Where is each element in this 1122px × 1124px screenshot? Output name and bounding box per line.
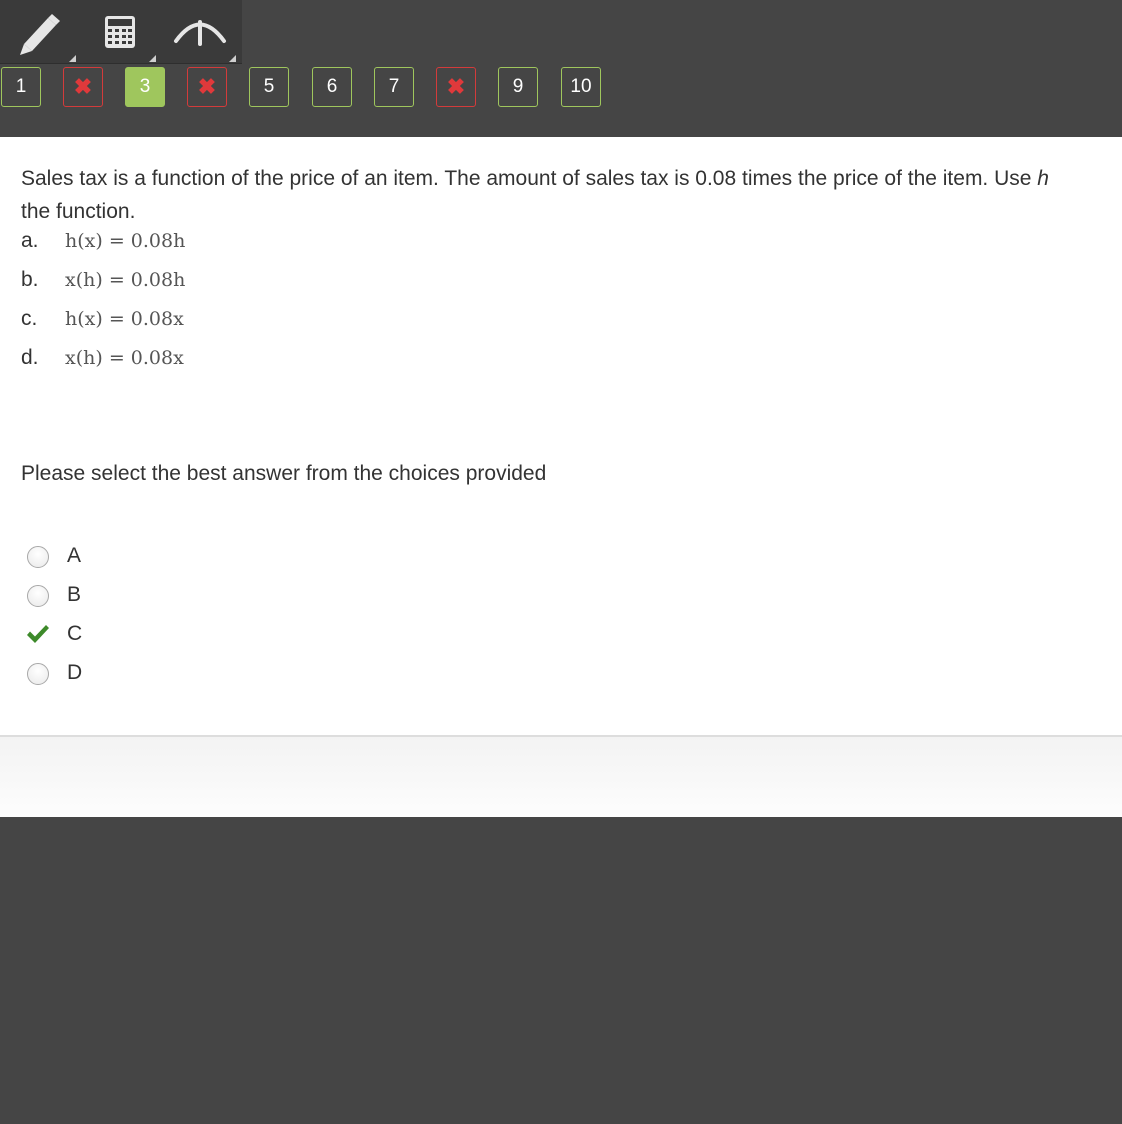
tool-menu-indicator [69, 55, 76, 62]
choice-b: b. x(h) = 0.08h [21, 268, 186, 291]
question-10-button[interactable]: 10 [561, 67, 601, 107]
question-variable: h [1037, 167, 1049, 190]
question-5-button[interactable]: 5 [249, 67, 289, 107]
incorrect-x-icon: ✖ [446, 74, 466, 99]
question-1-button[interactable]: 1 [1, 67, 41, 107]
question-3-button[interactable]: 3 [125, 67, 165, 107]
tool-menu-indicator [229, 55, 236, 62]
question-4-button[interactable] [187, 67, 227, 107]
question-2-button[interactable] [63, 67, 103, 107]
caret-icon [160, 0, 240, 63]
footer-bar [0, 735, 1122, 817]
choice-d-formula: x(h) = 0.08x [65, 347, 184, 369]
question-8-button[interactable] [436, 67, 476, 107]
choice-d: d. x(h) = 0.08x [21, 346, 184, 369]
incorrect-x-icon: ✖ [197, 74, 217, 99]
question-panel: Sales tax is a function of the price of an item. The amount of sales tax is 0.08 times the price of the item. Use h the function. a. h(x) = 0.08h b. x(h) = 0.08h c. h(x) = 0.08x d. x(h) = 0.08x Please select the best answer from the choices provided A B C D [0, 137, 1122, 735]
caret-tool-button[interactable] [160, 0, 240, 63]
checkmark-icon [26, 622, 50, 646]
choice-a: a. h(x) = 0.08h [21, 229, 186, 252]
tool-menu-indicator [149, 55, 156, 62]
question-7-button[interactable]: 7 [374, 67, 414, 107]
question-6-button[interactable]: 6 [312, 67, 352, 107]
top-toolbar [0, 0, 1122, 137]
question-text: Sales tax is a function of the price of an item. The amount of sales tax is 0.08 times the price of the item. Use h the function. [21, 167, 1049, 223]
calculator-tool-button[interactable] [80, 0, 160, 63]
calculator-icon [80, 0, 160, 63]
incorrect-x-icon: ✖ [73, 74, 93, 99]
radio-button[interactable] [27, 546, 49, 568]
radio-button[interactable] [27, 663, 49, 685]
question-9-button[interactable]: 9 [498, 67, 538, 107]
pencil-icon [0, 0, 80, 63]
pencil-tool-button[interactable] [0, 0, 80, 63]
choice-c: c. h(x) = 0.08x [21, 307, 184, 330]
choice-c-formula: h(x) = 0.08x [65, 308, 184, 330]
choice-a-formula: h(x) = 0.08h [65, 230, 186, 252]
tool-palette [0, 0, 242, 64]
choice-b-formula: x(h) = 0.08h [65, 269, 186, 291]
instruction-text: Please select the best answer from the choices provided [21, 462, 547, 485]
radio-button[interactable] [27, 585, 49, 607]
